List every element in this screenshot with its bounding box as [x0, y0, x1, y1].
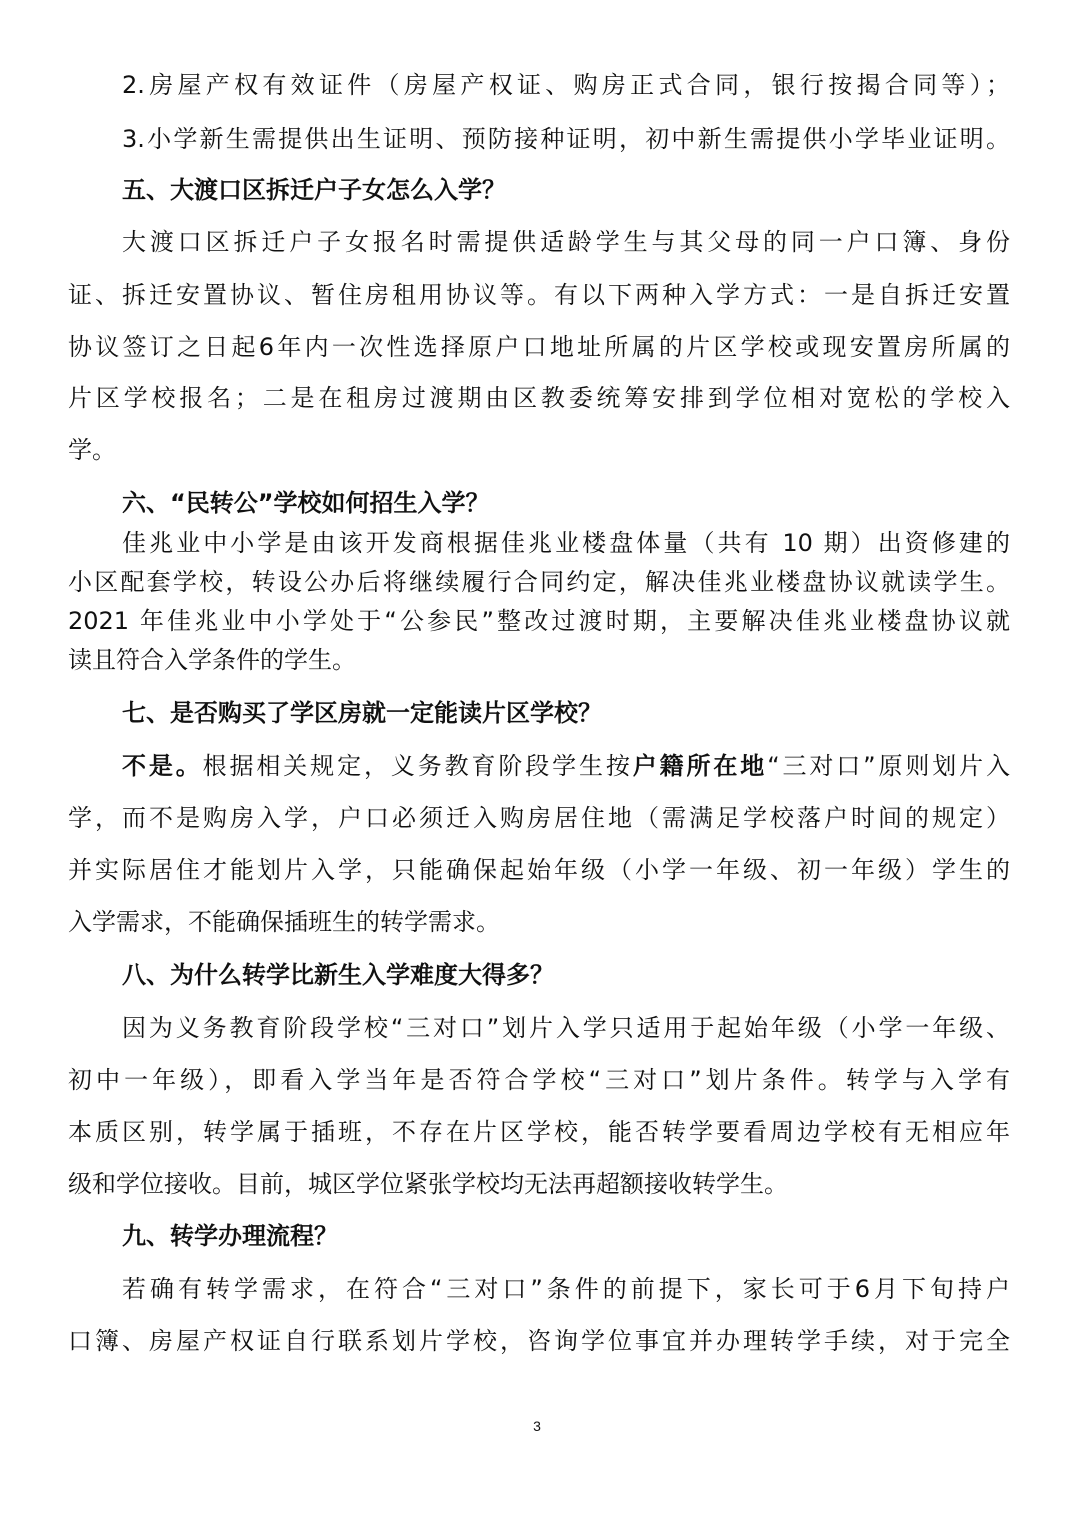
paragraph-line: 佳兆业中小学是由该开发商根据佳兆业楼盘体量（共有 10 期）出资修建的: [122, 529, 1010, 557]
section-heading: 七、是否购买了学区房就一定能读片区学校？: [122, 699, 602, 727]
page-number: 3: [533, 1418, 541, 1434]
paragraph-line: 初中一年级），即看入学当年是否符合学校“三对口”划片条件。转学与入学有: [68, 1066, 1010, 1094]
section-heading: 五、大渡口区拆迁户子女怎么入学？: [122, 176, 506, 204]
paragraph-line: 片区学校报名；二是在租房过渡期由区教委统筹安排到学位相对宽松的学校入: [68, 384, 1010, 412]
text: 根据相关规定，义务教育阶段学生按: [202, 752, 633, 780]
paragraph-line: 级和学位接收。目前，城区学位紧张学校均无法再超额接收转学生。: [68, 1170, 788, 1198]
paragraph-line: 协议签订之日起6年内一次性选择原户口地址所属的片区学校或现安置房所属的: [68, 333, 1010, 361]
paragraph-line: 学。: [68, 436, 116, 464]
section-heading: 六、“民转公”学校如何招生入学？: [122, 489, 490, 517]
paragraph-line: 3.小学新生需提供出生证明、预防接种证明，初中新生需提供小学毕业证明。: [122, 125, 1010, 153]
paragraph-line: 若确有转学需求，在符合“三对口”条件的前提下，家长可于6月下旬持户: [122, 1275, 1010, 1303]
paragraph-line: 2021 年佳兆业中小学处于“公参民”整改过渡时期，主要解决佳兆业楼盘协议就: [68, 607, 1010, 635]
paragraph-line: 小区配套学校，转设公办后将继续履行合同约定，解决佳兆业楼盘协议就读学生。: [68, 568, 1010, 596]
paragraph-line: 口簿、房屋产权证自行联系划片学校，咨询学位事宜并办理转学手续，对于完全: [68, 1327, 1010, 1355]
paragraph-line: 大渡口区拆迁户子女报名时需提供适龄学生与其父母的同一户口簿、身份: [122, 228, 1010, 256]
paragraph-line: [122, 750, 1010, 782]
paragraph-line: 本质区别，转学属于插班，不存在片区学校，能否转学要看周边学校有无相应年: [68, 1118, 1010, 1146]
paragraph-line: 学，而不是购房入学，户口必须迁入购房居住地（需满足学校落户时间的规定）: [68, 804, 1010, 832]
text: “三对口”原则划片入: [767, 752, 1011, 780]
paragraph-line: 2.房屋产权有效证件（房屋产权证、购房正式合同，银行按揭合同等）；: [122, 71, 1010, 99]
bold-text: 不是。: [122, 752, 203, 780]
paragraph-line: 读且符合入学条件的学生。: [68, 646, 356, 674]
paragraph-line: 入学需求，不能确保插班生的转学需求。: [68, 908, 500, 936]
paragraph-line: 证、拆迁安置协议、暂住房租用协议等。有以下两种入学方式：一是自拆迁安置: [68, 281, 1010, 309]
section-heading: 九、转学办理流程？: [122, 1222, 338, 1250]
paragraph-line: 并实际居住才能划片入学，只能确保起始年级（小学一年级、初一年级）学生的: [68, 856, 1010, 884]
section-heading: 八、为什么转学比新生入学难度大得多？: [122, 961, 554, 989]
paragraph-line: 因为义务教育阶段学校“三对口”划片入学只适用于起始年级（小学一年级、: [122, 1014, 1010, 1042]
bold-text: 户籍所在地: [632, 752, 768, 780]
